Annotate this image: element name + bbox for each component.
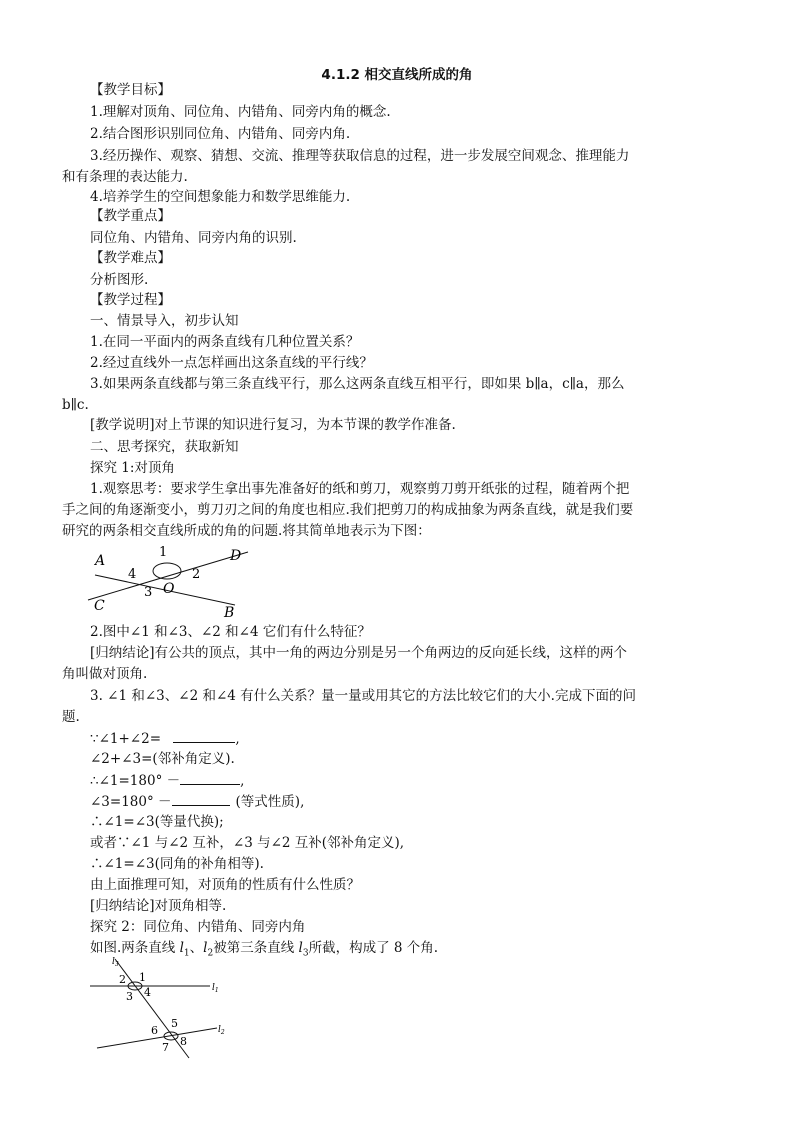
objective-1: 1.理解对顶角、同位角、内错角、同旁内角的概念. (90, 104, 391, 120)
proof-line-2: ∠2+∠3=(邻补角定义). (90, 751, 235, 767)
label-angle-7: 7 (162, 1041, 169, 1054)
objective-2: 2.结合图形识别同位角、内错角、同旁内角. (90, 126, 351, 142)
objective-3-cont: 和有条理的表达能力. (62, 169, 188, 185)
figure-transversal (85, 955, 245, 1060)
label-l1: $l_1$ (212, 983, 219, 994)
proof-alt-line-2: ∴∠1=∠3(同角的补角相等). (90, 856, 264, 872)
question-feature: 2.图中∠1 和∠3、∠2 和∠4 它们有什么特征？ (90, 624, 371, 640)
intro-part-d: 被第三条直线 (213, 940, 299, 956)
conclusion-equal: [归纳结论]对顶角相等. (90, 898, 227, 914)
proof-line-3-comma: , (240, 773, 245, 789)
blank-3[interactable] (172, 791, 230, 806)
proof-line-1-comma: , (235, 731, 240, 747)
proof-line-4-text: ∠3=180° － (90, 794, 172, 810)
teaching-note: [教学说明]对上节课的知识进行复习，为本节课的教学作准备. (90, 417, 456, 433)
difficulties-text: 分析图形. (90, 272, 149, 288)
intro-l3: l (298, 940, 303, 956)
proof-line-3-text: ∴∠1=180° － (90, 773, 181, 789)
label-o: O (163, 581, 175, 597)
observe-text-2: 手之间的角逐渐变小，剪刀刃之间的角度也相应.我们把剪刀的构成抽象为两条直线，就是我们要 (62, 502, 634, 518)
intro-part-c: 、 (189, 940, 204, 956)
intro-l2: l (203, 940, 208, 956)
objective-4: 4.培养学生的空间想象能力和数学思维能力. (90, 189, 351, 205)
property-question: 由上面推理可知，对顶角的性质有什么性质？ (90, 877, 360, 893)
intro-l1-sub: 1 (183, 948, 190, 959)
label-d: D (230, 548, 242, 564)
blank-2[interactable] (180, 770, 240, 785)
label-angle-5: 5 (171, 1017, 178, 1030)
blank-1[interactable] (173, 728, 235, 743)
conclusion-definition-cont: 角叫做对顶角. (62, 666, 148, 682)
intro-part-a: 如图.两条直线 (90, 940, 180, 956)
conclusion-definition: [归纳结论]有公共的顶点，其中一角的两边分别是另一个角两边的反向延长线，这样的两个 (90, 645, 628, 661)
heading-process: 【教学过程】 (90, 292, 171, 308)
label-angle-2: 2 (192, 567, 201, 582)
label-angle-4: 4 (128, 567, 137, 582)
proof-line-4-reason: (等式性质), (235, 794, 305, 810)
key-points-text: 同位角、内错角、同旁内角的识别. (90, 230, 297, 246)
section-1-title: 一、情景导入，初步认知 (90, 313, 239, 329)
explore-2-title: 探究 2：同位角、内错角、同旁内角 (90, 919, 306, 935)
question-relation: 3. ∠1 和∠3、∠2 和∠4 有什么关系？量一量或用其它的方法比较它们的大小.完成下面的问 (90, 688, 636, 704)
proof-line-3 (90, 770, 244, 791)
proof-line-4 (90, 791, 304, 812)
page-title: 4.1.2 相交直线所成的角 (321, 67, 473, 83)
label-l3: $l_3$ (112, 957, 119, 968)
label-a: A (95, 553, 106, 569)
proof-line-1 (90, 728, 240, 749)
label-angle-1: 1 (159, 545, 168, 560)
label-angle-1: 1 (139, 971, 146, 984)
figure-vertical-angles (80, 540, 260, 620)
question-2: 2.经过直线外一点怎样画出这条直线的平行线？ (90, 355, 373, 371)
label-angle-3: 3 (144, 585, 153, 600)
intro-part-e: 所截，构成了 8 个角. (308, 940, 439, 956)
intro-l2-sub: 2 (207, 948, 214, 959)
label-l2: $l_2$ (218, 1025, 225, 1036)
question-3: 3.如果两条直线都与第三条直线平行，那么这两条直线互相平行，即如果 b∥a，c∥a，那么 (90, 376, 625, 392)
intro-l3-sub: 3 (302, 948, 309, 959)
question-1: 1.在同一平面内的两条直线有几种位置关系？ (90, 334, 360, 350)
question-relation-cont: 题. (62, 709, 80, 725)
proof-alt-line-1: 或者∵∠1 与∠2 互补，∠3 与∠2 互补(邻补角定义), (90, 835, 405, 851)
section-2-title: 二、思考探究，获取新知 (90, 439, 239, 455)
intro-l1: l (179, 940, 184, 956)
explore-1-title: 探究 1:对顶角 (90, 460, 175, 476)
label-angle-8: 8 (180, 1035, 187, 1048)
observe-text-1: 1.观察思考：要求学生拿出事先准备好的纸和剪刀，观察剪刀剪开纸张的过程，随着两个把 (90, 481, 630, 497)
label-angle-3: 3 (126, 990, 133, 1003)
label-b: B (224, 605, 235, 620)
label-angle-6: 6 (151, 1024, 158, 1037)
label-c: C (94, 598, 105, 614)
question-3-cont: b∥c. (62, 397, 89, 413)
observe-text-3: 研究的两条相交直线所成的角的问题.将其简单地表示为下图： (62, 523, 431, 539)
heading-objectives: 【教学目标】 (90, 82, 171, 98)
heading-key-points: 【教学重点】 (90, 208, 171, 224)
label-angle-2: 2 (119, 973, 126, 986)
label-angle-4: 4 (144, 986, 151, 999)
proof-line-5: ∴∠1=∠3(等量代换); (90, 814, 224, 830)
heading-difficulties: 【教学难点】 (90, 250, 171, 266)
objective-3: 3.经历操作、观察、猜想、交流、推理等获取信息的过程，进一步发展空间观念、推理能力 (90, 148, 630, 164)
proof-line-1-text: ∵∠1+∠2= (90, 731, 162, 747)
